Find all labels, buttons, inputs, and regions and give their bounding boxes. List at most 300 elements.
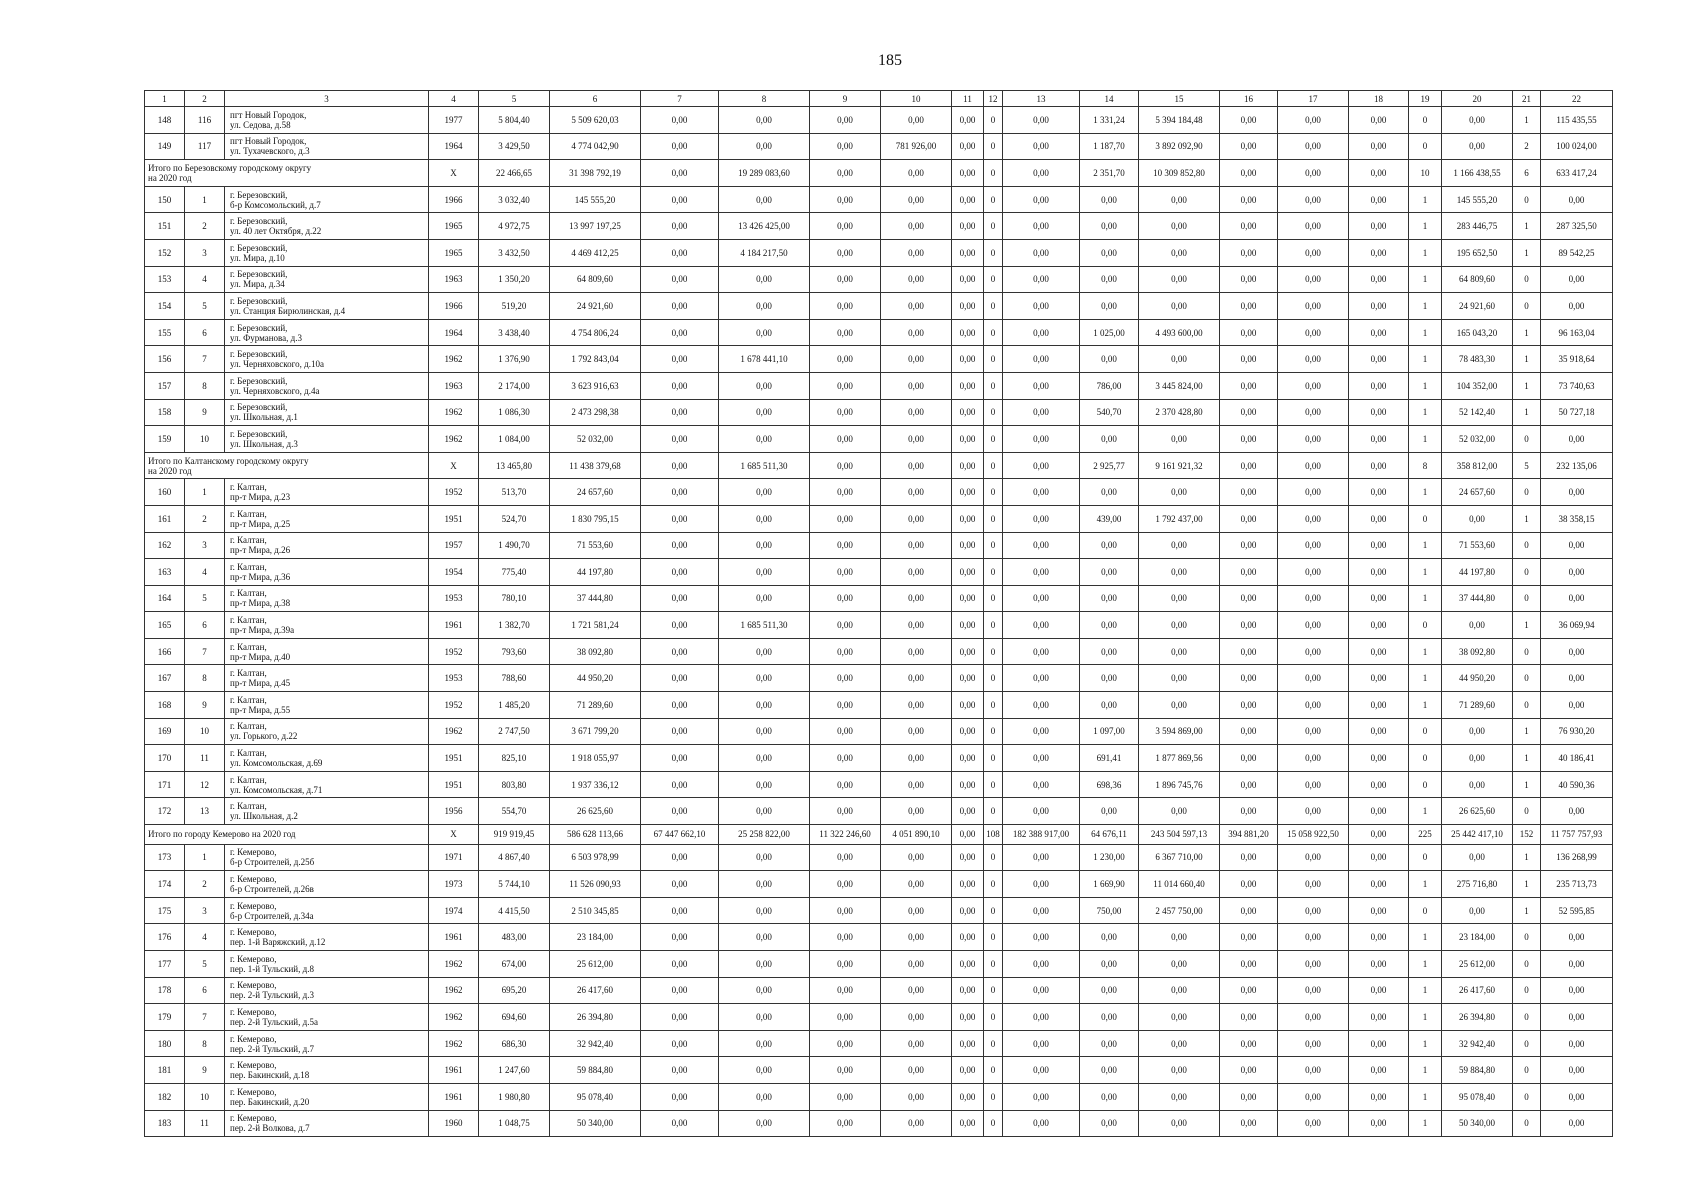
table-cell: 1962 — [429, 951, 479, 978]
table-cell: 0,00 — [1003, 665, 1080, 692]
table-cell: 0,00 — [952, 612, 984, 639]
table-cell: 0,00 — [810, 924, 881, 951]
table-cell: 1973 — [429, 871, 479, 898]
cell-text-line: пер. 2-й Тульский, д.7 — [230, 1043, 314, 1054]
table-row — [145, 319, 1613, 346]
cell-text-line: Итого по Березовскому городскому округу — [148, 162, 312, 173]
table-cell: 0,00 — [1278, 745, 1349, 772]
cell-text-line: Итого по городу Кемерово на 2020 год — [148, 829, 296, 840]
table-cell: 3 623 916,63 — [550, 372, 641, 399]
table-cell: 32 942,40 — [1442, 1030, 1513, 1057]
table-row — [145, 133, 1613, 160]
cell-text-line: г. Калтан, — [230, 641, 267, 652]
table-cell: 0,00 — [1349, 1030, 1409, 1057]
table-cell: 71 289,60 — [1442, 692, 1513, 719]
table-cell: 1962 — [429, 718, 479, 745]
table-cell: 6 367 710,00 — [1139, 844, 1220, 871]
table-cell: 1 — [1513, 505, 1541, 532]
table-cell: 1 — [1409, 426, 1442, 453]
table-cell: 1 918 055,97 — [550, 745, 641, 772]
table-cell: 0 — [984, 1030, 1003, 1057]
table-cell: 0,00 — [952, 951, 984, 978]
table-cell: 0,00 — [1080, 798, 1139, 825]
table-cell: 0,00 — [810, 505, 881, 532]
table-cell: 0 — [984, 1057, 1003, 1084]
table-cell: 0,00 — [1278, 977, 1349, 1004]
table-cell: 513,70 — [479, 479, 550, 506]
table-cell: 0,00 — [952, 1110, 984, 1137]
table-cell: 156 — [145, 346, 185, 373]
table-cell: 149 — [145, 133, 185, 160]
table-cell: 0,00 — [641, 692, 719, 719]
table-cell: 0,00 — [810, 372, 881, 399]
table-cell: 0,00 — [952, 213, 984, 240]
table-cell: 0,00 — [1220, 505, 1278, 532]
table-cell: 775,40 — [479, 559, 550, 586]
subtotal-cell: 6 — [1513, 160, 1541, 187]
table-cell: 0,00 — [1003, 186, 1080, 213]
table-cell: 0,00 — [1442, 844, 1513, 871]
table-cell: 10 — [185, 1083, 225, 1110]
table-cell: 0 — [984, 977, 1003, 1004]
table-cell: 2 473 298,38 — [550, 399, 641, 426]
table-cell: 6 — [185, 319, 225, 346]
table-cell: 0,00 — [1541, 1057, 1613, 1084]
table-cell: 1977 — [429, 107, 479, 134]
cell-text-line: г. Березовский, — [230, 295, 288, 306]
table-row — [145, 1057, 1613, 1084]
table-cell: 181 — [145, 1057, 185, 1084]
table-cell: 25 612,00 — [550, 951, 641, 978]
table-cell: 1 — [1409, 585, 1442, 612]
table-cell: 0,00 — [952, 319, 984, 346]
table-cell: 0,00 — [641, 372, 719, 399]
table-row — [145, 1083, 1613, 1110]
table-cell: 89 542,25 — [1541, 239, 1613, 266]
table-cell: 0,00 — [1139, 186, 1220, 213]
table-cell: 0,00 — [1349, 505, 1409, 532]
table-cell: 1954 — [429, 559, 479, 586]
cell-text-line: ул. Школьная, д.1 — [230, 412, 298, 423]
table-cell: 1 — [1513, 897, 1541, 924]
cell-text-line: г. Калтан, — [230, 535, 267, 546]
table-cell: 0,00 — [1080, 213, 1139, 240]
table-cell: 1 — [1409, 1057, 1442, 1084]
table-cell: 0,00 — [719, 266, 810, 293]
table-cell: 0,00 — [1278, 692, 1349, 719]
table-cell: 0,00 — [881, 399, 952, 426]
table-cell: 0 — [984, 745, 1003, 772]
cell-text-line: г. Кемерово, — [230, 927, 277, 938]
address-cell — [225, 638, 429, 665]
subtotal-row — [145, 160, 1613, 187]
table-cell: 0,00 — [1139, 977, 1220, 1004]
table-cell: 171 — [145, 771, 185, 798]
table-cell: 26 417,60 — [550, 977, 641, 1004]
table-cell: 1 669,90 — [1080, 871, 1139, 898]
table-cell: 0,00 — [1003, 213, 1080, 240]
table-cell: 0,00 — [1541, 1110, 1613, 1137]
cell-text-line: пгт Новый Городок, — [230, 109, 307, 120]
table-cell: 0,00 — [1220, 1110, 1278, 1137]
table-cell: 519,20 — [479, 293, 550, 320]
table-cell: 0,00 — [810, 638, 881, 665]
table-cell: 4 972,75 — [479, 213, 550, 240]
table-cell: 0,00 — [1349, 346, 1409, 373]
table-cell: 0,00 — [1278, 372, 1349, 399]
table-cell: 182 — [145, 1083, 185, 1110]
table-cell: 0,00 — [719, 924, 810, 951]
table-cell: 1 097,00 — [1080, 718, 1139, 745]
table-cell: 0 — [1409, 107, 1442, 134]
table-cell: 0,00 — [1442, 718, 1513, 745]
table-cell: 73 740,63 — [1541, 372, 1613, 399]
table-cell: 1 — [1409, 399, 1442, 426]
table-cell: 1961 — [429, 924, 479, 951]
table-cell: 161 — [145, 505, 185, 532]
table-cell: 0 — [1513, 559, 1541, 586]
subtotal-cell: 0,00 — [1349, 825, 1409, 845]
table-cell: 0,00 — [1278, 1004, 1349, 1031]
table-cell: 0,00 — [719, 585, 810, 612]
column-number-header: 3 — [225, 91, 429, 107]
table-cell: 0,00 — [952, 692, 984, 719]
cell-text-line: г. Кемерово, — [230, 1006, 277, 1017]
table-cell: 0,00 — [1349, 372, 1409, 399]
table-cell: 0,00 — [1220, 293, 1278, 320]
table-cell: 1 — [1513, 107, 1541, 134]
table-cell: 35 918,64 — [1541, 346, 1613, 373]
table-cell: 0 — [984, 771, 1003, 798]
table-cell: 0 — [1513, 951, 1541, 978]
table-cell: 0,00 — [641, 1030, 719, 1057]
table-cell: 0,00 — [719, 771, 810, 798]
table-cell: 38 358,15 — [1541, 505, 1613, 532]
table-cell: 0,00 — [1220, 1083, 1278, 1110]
table-cell: 0,00 — [1139, 266, 1220, 293]
table-row — [145, 186, 1613, 213]
table-cell: 0,00 — [952, 924, 984, 951]
table-cell: 3 594 869,00 — [1139, 718, 1220, 745]
table-cell: 0,00 — [1349, 532, 1409, 559]
table-cell: 1952 — [429, 692, 479, 719]
table-cell: 0,00 — [881, 186, 952, 213]
table-cell: 0,00 — [810, 266, 881, 293]
table-cell: 1 — [1513, 745, 1541, 772]
cell-text-line: б-р Строителей, д.34а — [230, 910, 314, 921]
table-cell: 0 — [984, 559, 1003, 586]
table-cell: 0,00 — [810, 798, 881, 825]
table-cell: 1 — [1409, 1110, 1442, 1137]
table-cell: 0,00 — [719, 1110, 810, 1137]
cell-text-line: ул. Тухачевского, д.3 — [230, 146, 310, 157]
cell-text-line: на 2020 год — [148, 465, 192, 476]
table-cell: 0,00 — [1278, 771, 1349, 798]
table-cell: 0,00 — [1139, 293, 1220, 320]
table-cell: 0 — [1513, 293, 1541, 320]
table-cell: 24 657,60 — [1442, 479, 1513, 506]
table-cell: 116 — [185, 107, 225, 134]
table-cell: 0,00 — [810, 1004, 881, 1031]
address-cell — [225, 798, 429, 825]
subtotal-cell: X — [429, 452, 479, 479]
cell-text-line: пр-т Мира, д.36 — [230, 571, 291, 582]
cell-text-line: г. Березовский, — [230, 189, 288, 200]
table-cell: 4 867,40 — [479, 844, 550, 871]
table-cell: 0,00 — [1349, 977, 1409, 1004]
table-cell: 0,00 — [1278, 426, 1349, 453]
table-cell: 0,00 — [719, 426, 810, 453]
table-cell: 287 325,50 — [1541, 213, 1613, 240]
table-cell: 0,00 — [719, 798, 810, 825]
table-cell: 40 186,41 — [1541, 745, 1613, 772]
table-cell: 0,00 — [952, 479, 984, 506]
cell-text-line: ул. Фурманова, д.3 — [230, 332, 302, 343]
table-cell: 7 — [185, 346, 225, 373]
table-cell: 0,00 — [1080, 293, 1139, 320]
subtotal-cell: 10 — [1409, 160, 1442, 187]
table-cell: 0,00 — [810, 977, 881, 1004]
table-cell: 0,00 — [1220, 479, 1278, 506]
table-cell: 0,00 — [641, 718, 719, 745]
table-cell: 0,00 — [881, 771, 952, 798]
table-cell: 148 — [145, 107, 185, 134]
table-cell: 0,00 — [1139, 1030, 1220, 1057]
table-cell: 8 — [185, 1030, 225, 1057]
table-cell: 0,00 — [952, 505, 984, 532]
table-cell: 0,00 — [1541, 532, 1613, 559]
table-cell: 0,00 — [952, 745, 984, 772]
table-cell: 0,00 — [952, 1057, 984, 1084]
table-cell: 0,00 — [1220, 426, 1278, 453]
table-cell: 1 — [1513, 771, 1541, 798]
table-cell: 0,00 — [641, 319, 719, 346]
table-cell: 0 — [984, 638, 1003, 665]
subtotal-cell: 0,00 — [952, 452, 984, 479]
table-cell: 0,00 — [1220, 844, 1278, 871]
cell-text-line: г. Кемерово, — [230, 1086, 277, 1097]
table-cell: 5 — [185, 951, 225, 978]
table-cell: 0,00 — [1220, 924, 1278, 951]
table-cell: 0,00 — [1220, 133, 1278, 160]
table-cell: 154 — [145, 293, 185, 320]
subtotal-label — [145, 160, 429, 187]
table-cell: 0 — [1513, 924, 1541, 951]
table-cell: 0,00 — [881, 319, 952, 346]
table-cell: 1 685 511,30 — [719, 612, 810, 639]
table-cell: 0,00 — [810, 844, 881, 871]
table-cell: 0 — [984, 399, 1003, 426]
table-cell: 1 721 581,24 — [550, 612, 641, 639]
table-cell: 0,00 — [881, 665, 952, 692]
table-cell: 0,00 — [881, 1004, 952, 1031]
table-cell: 0 — [1513, 1004, 1541, 1031]
table-cell: 0,00 — [1278, 239, 1349, 266]
table-cell: 0,00 — [641, 346, 719, 373]
table-cell: 1 792 437,00 — [1139, 505, 1220, 532]
table-cell: 0,00 — [1003, 951, 1080, 978]
table-cell: 0 — [984, 266, 1003, 293]
table-cell: 0,00 — [952, 426, 984, 453]
table-cell: 0,00 — [1349, 745, 1409, 772]
cell-text-line: г. Калтан, — [230, 588, 267, 599]
table-cell: 1 485,20 — [479, 692, 550, 719]
subtotal-cell: 358 812,00 — [1442, 452, 1513, 479]
cell-text-line: г. Калтан, — [230, 561, 267, 572]
table-cell: 686,30 — [479, 1030, 550, 1057]
subtotal-cell: 152 — [1513, 825, 1541, 845]
table-cell: 0,00 — [810, 426, 881, 453]
table-cell: 0,00 — [1278, 798, 1349, 825]
table-row — [145, 771, 1613, 798]
cell-text-line: г. Калтан, — [230, 801, 267, 812]
table-cell: 0,00 — [1278, 1083, 1349, 1110]
subtotal-cell: 19 289 083,60 — [719, 160, 810, 187]
table-cell: 1 — [1409, 293, 1442, 320]
table-cell: 0,00 — [810, 745, 881, 772]
table-cell: 1 — [1409, 346, 1442, 373]
table-cell: 0,00 — [1220, 692, 1278, 719]
table-cell: 0,00 — [1349, 133, 1409, 160]
table-cell: 0,00 — [719, 897, 810, 924]
table-cell: 0 — [984, 372, 1003, 399]
table-cell: 1 — [1409, 977, 1442, 1004]
table-cell: 0,00 — [1349, 1057, 1409, 1084]
column-number-header: 9 — [810, 91, 881, 107]
table-cell: 0,00 — [1220, 1057, 1278, 1084]
table-cell: 0 — [1409, 133, 1442, 160]
table-cell: 0,00 — [881, 745, 952, 772]
table-cell: 95 078,40 — [550, 1083, 641, 1110]
column-number-header: 20 — [1442, 91, 1513, 107]
cell-text-line: пер. 2-й Тульский, д.5а — [230, 1016, 318, 1027]
table-cell: 0,00 — [641, 1057, 719, 1084]
table-cell: 1961 — [429, 1057, 479, 1084]
table-cell: 1951 — [429, 771, 479, 798]
table-cell: 2 174,00 — [479, 372, 550, 399]
table-cell: 1971 — [429, 844, 479, 871]
subtotal-cell: 25 258 822,00 — [719, 825, 810, 845]
table-cell: 540,70 — [1080, 399, 1139, 426]
cell-text-line: ул. Мира, д.34 — [230, 279, 285, 290]
table-cell: 674,00 — [479, 951, 550, 978]
table-cell: 1 — [1409, 924, 1442, 951]
table-cell: 0,00 — [1278, 844, 1349, 871]
table-cell: 3 892 092,90 — [1139, 133, 1220, 160]
table-cell: 0 — [984, 239, 1003, 266]
table-cell: 0,00 — [1080, 346, 1139, 373]
table-cell: 0,00 — [810, 665, 881, 692]
table-cell: 0,00 — [952, 1083, 984, 1110]
table-cell: 0 — [1513, 266, 1541, 293]
table-cell: 1 — [1513, 612, 1541, 639]
table-cell: 5 — [185, 293, 225, 320]
table-cell: 11 — [185, 745, 225, 772]
table-cell: 0,00 — [1220, 532, 1278, 559]
table-cell: 0,00 — [1003, 638, 1080, 665]
cell-text-line: ул. Комсомольская, д.69 — [230, 758, 323, 769]
table-cell: 10 — [185, 718, 225, 745]
table-cell: 483,00 — [479, 924, 550, 951]
table-cell: 0,00 — [719, 871, 810, 898]
table-row — [145, 612, 1613, 639]
table-cell: 1951 — [429, 745, 479, 772]
table-cell: 0,00 — [1003, 239, 1080, 266]
table-cell: 1 — [1409, 1030, 1442, 1057]
subtotal-cell: 243 504 597,13 — [1139, 825, 1220, 845]
table-cell: 95 078,40 — [1442, 1083, 1513, 1110]
table-cell: 0,00 — [1349, 951, 1409, 978]
cell-text-line: ул. Черняховского, д.10а — [230, 359, 324, 370]
cell-text-line: пр-т Мира, д.39а — [230, 625, 295, 636]
table-cell: 163 — [145, 559, 185, 586]
address-cell — [225, 399, 429, 426]
subtotal-cell: 25 442 417,10 — [1442, 825, 1513, 845]
table-cell: 78 483,30 — [1442, 346, 1513, 373]
table-cell: 0,00 — [810, 346, 881, 373]
table-cell: 0,00 — [952, 798, 984, 825]
table-cell: 0 — [984, 585, 1003, 612]
table-cell: 0,00 — [719, 718, 810, 745]
table-cell: 1964 — [429, 133, 479, 160]
table-cell: 0 — [1513, 798, 1541, 825]
table-cell: 44 197,80 — [1442, 559, 1513, 586]
table-cell: 0,00 — [1003, 1030, 1080, 1057]
address-cell — [225, 239, 429, 266]
table-cell: 3 671 799,20 — [550, 718, 641, 745]
table-cell: 1 — [185, 844, 225, 871]
table-cell: 4 493 600,00 — [1139, 319, 1220, 346]
address-cell — [225, 665, 429, 692]
table-cell: 1957 — [429, 532, 479, 559]
table-cell: 0,00 — [641, 107, 719, 134]
table-cell: 0,00 — [1349, 293, 1409, 320]
address-cell — [225, 924, 429, 951]
table-cell: 0,00 — [1220, 745, 1278, 772]
table-cell: 0 — [1513, 1030, 1541, 1057]
table-cell: 0,00 — [1541, 692, 1613, 719]
table-cell: 0,00 — [1349, 871, 1409, 898]
table-cell: 0 — [984, 133, 1003, 160]
table-cell: 0,00 — [1220, 266, 1278, 293]
column-number-header: 15 — [1139, 91, 1220, 107]
table-cell: 0,00 — [641, 532, 719, 559]
table-cell: 0 — [984, 844, 1003, 871]
subtotal-cell: 1 685 511,30 — [719, 452, 810, 479]
table-cell: 5 — [185, 585, 225, 612]
table-cell: 0,00 — [952, 239, 984, 266]
subtotal-cell: 0,00 — [952, 825, 984, 845]
subtotal-cell: 64 676,11 — [1080, 825, 1139, 845]
table-cell: 7 — [185, 638, 225, 665]
table-cell: 694,60 — [479, 1004, 550, 1031]
table-cell: 0,00 — [810, 186, 881, 213]
subtotal-cell: 67 447 662,10 — [641, 825, 719, 845]
table-cell: 0,00 — [1003, 399, 1080, 426]
table-cell: 1964 — [429, 319, 479, 346]
cell-text-line: г. Кемерово, — [230, 1113, 277, 1124]
table-cell: 25 612,00 — [1442, 951, 1513, 978]
table-row — [145, 426, 1613, 453]
table-cell: 0,00 — [1139, 239, 1220, 266]
table-cell: 1 — [1409, 638, 1442, 665]
cell-text-line: г. Калтан, — [230, 508, 267, 519]
table-cell: 3 — [185, 897, 225, 924]
table-cell: 52 142,40 — [1442, 399, 1513, 426]
address-cell — [225, 745, 429, 772]
table-cell: 1 376,90 — [479, 346, 550, 373]
address-cell — [225, 186, 429, 213]
